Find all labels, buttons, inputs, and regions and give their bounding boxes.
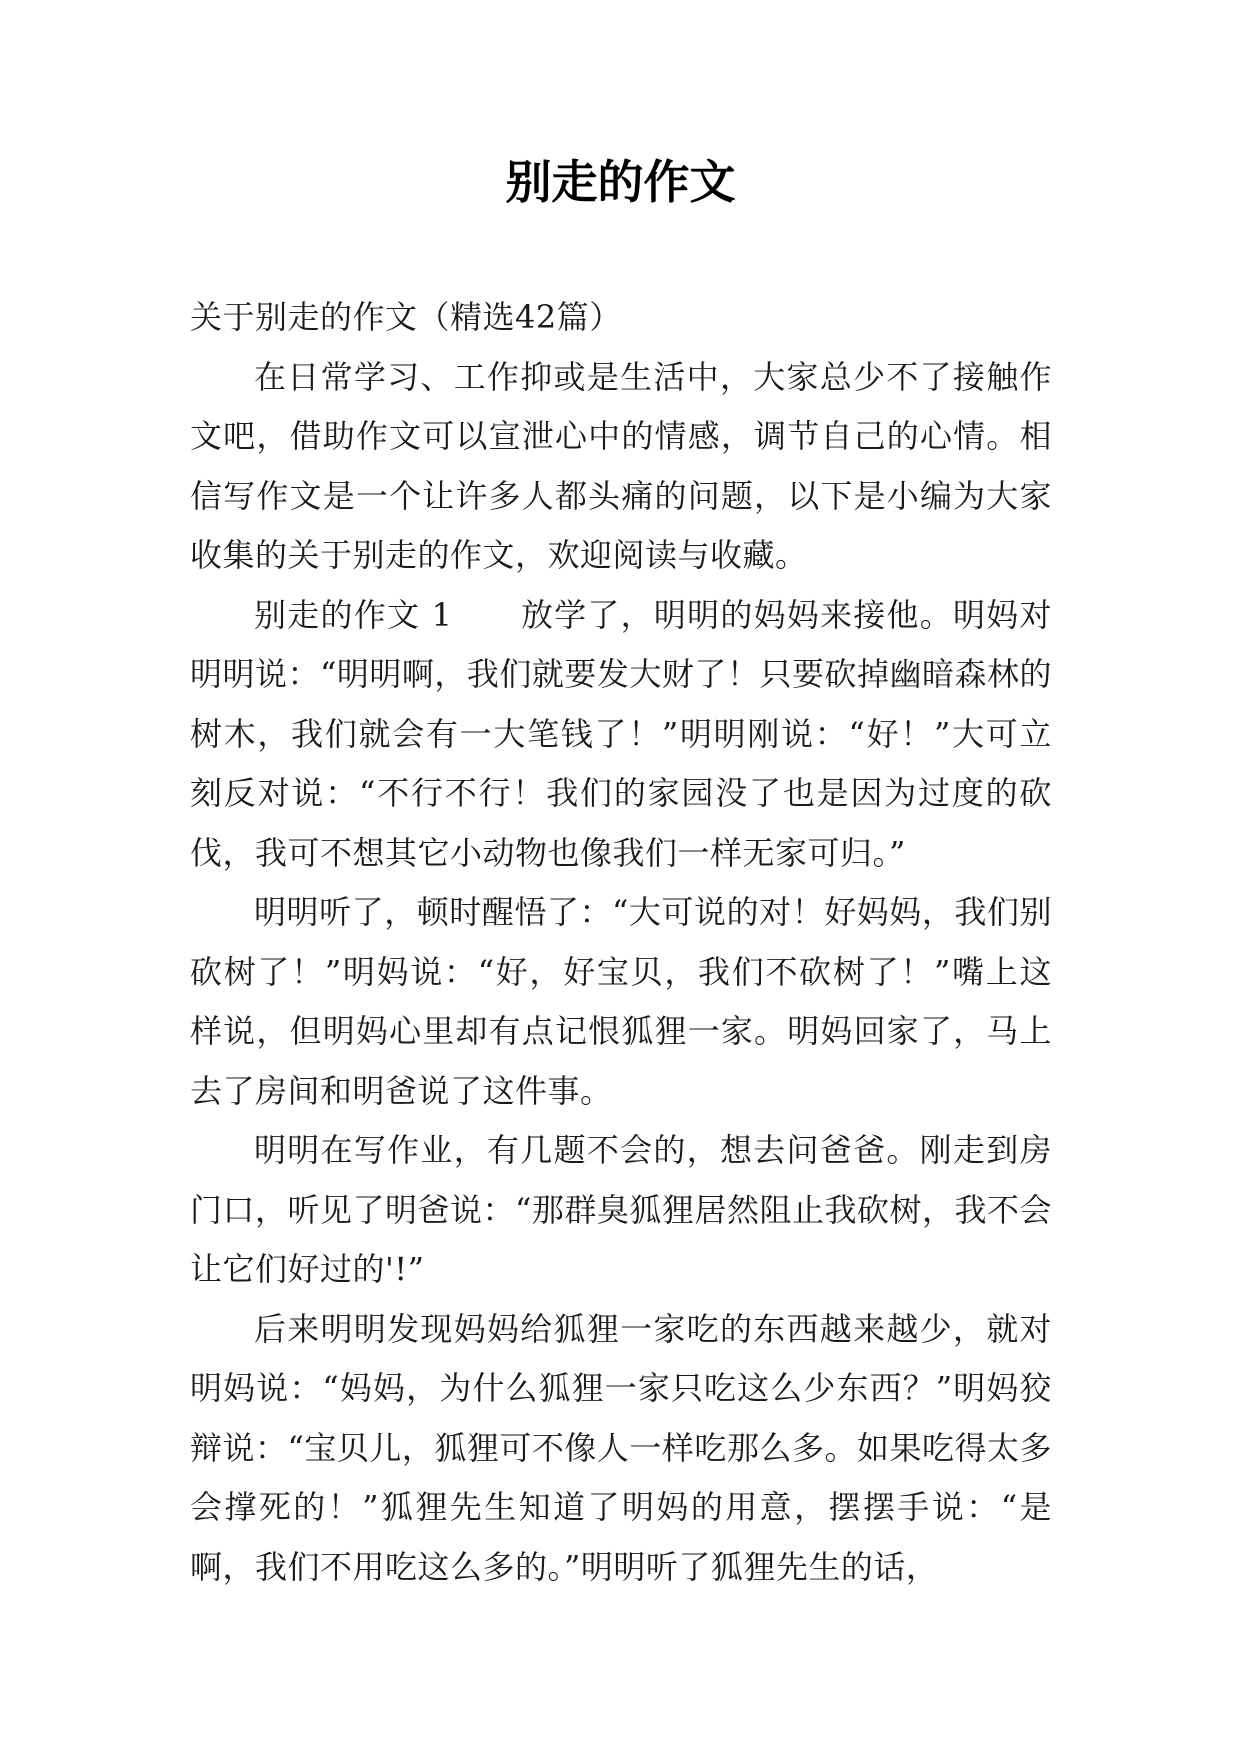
body-paragraph: 后来明明发现妈妈给狐狸一家吃的东西越来越少，就对明妈说：“妈妈，为什么狐狸一家只吃这么少东西？”明妈狡辩说：“宝贝儿，狐狸可不像人一样吃那么多。如果吃得太多会撑死的！”狐狸先生知道了明妈的用意，摆摆手说：“是啊，我们不用吃这么多的。”明明听了狐狸先生的话， bbox=[190, 1309, 1052, 1586]
document-body bbox=[190, 288, 1052, 1597]
body-paragraph: 明明听了，顿时醒悟了：“大可说的对！好妈妈，我们别砍树了！”明妈说：“好，好宝贝，我们不砍树了！”嘴上这样说，但明妈心里却有点记恨狐狸一家。明妈回家了，马上去了房间和明爸说了这件事。 bbox=[190, 893, 1052, 1110]
essay-first-text: 放学了，明明的妈妈来接他。明妈对明明说：“明明啊，我们就要发大财了！只要砍掉幽暗森林的树木，我们就会有一大笔钱了！”明明刚说：“好！”大可立刻反对说：“不行不行！我们的家园没了也是因为过度的砍伐，我可不想其它小动物也像我们一样无家可归。” bbox=[190, 595, 1052, 872]
document-title: 别走的作文 bbox=[505, 155, 736, 209]
document-subtitle: 关于别走的作文（精选42篇） bbox=[190, 298, 622, 336]
intro-paragraph: 在日常学习、工作抑或是生活中，大家总少不了接触作文吧，借助作文可以宣泄心中的情感，调节自己的心情。相信写作文是一个让许多人都头痛的问题，以下是小编为大家收集的关于别走的作文，欢迎阅读与收藏。 bbox=[190, 357, 1052, 574]
essay-heading: 别走的作文 1 bbox=[254, 595, 453, 634]
essay-paragraph bbox=[190, 586, 1052, 884]
body-paragraph: 明明在写作业，有几题不会的，想去问爸爸。刚走到房门口，听见了明爸说：“那群臭狐狸居然阻止我砍树，我不会让它们好过的'!” bbox=[190, 1131, 1052, 1288]
